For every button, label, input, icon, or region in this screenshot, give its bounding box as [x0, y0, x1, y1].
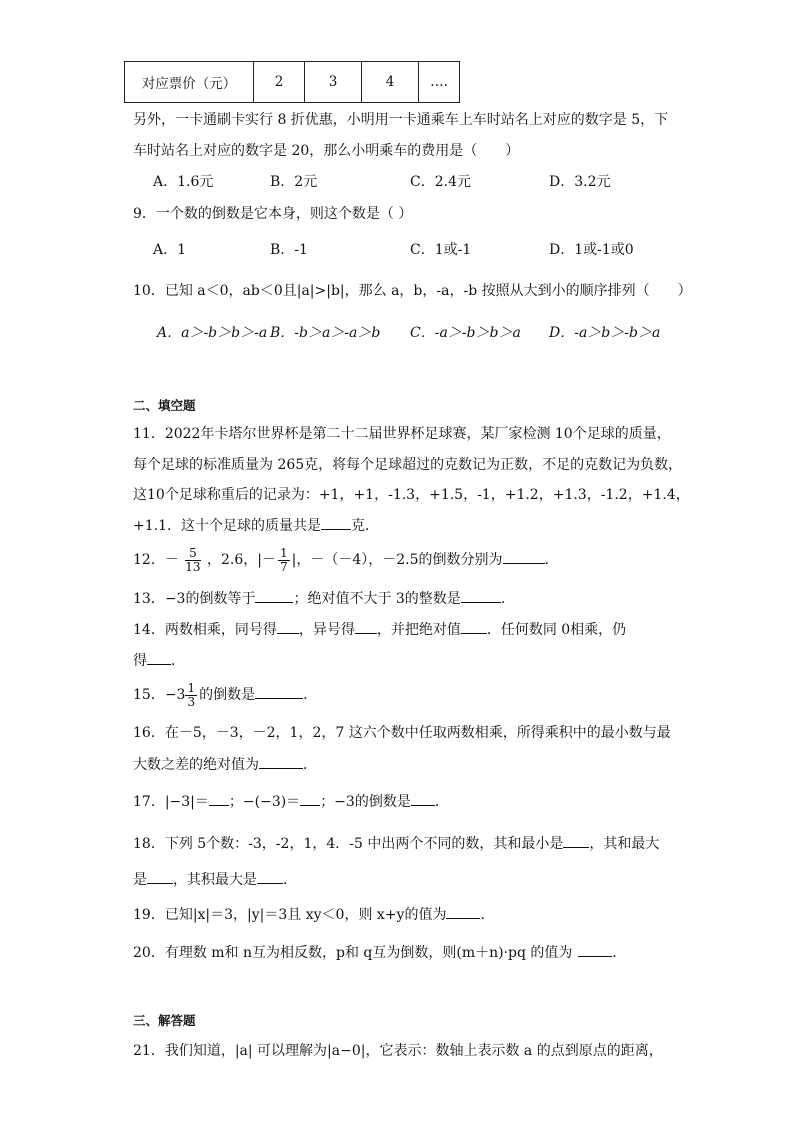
q12 [133, 545, 549, 575]
table-cell: 3 [305, 62, 362, 103]
q18-text: 18．下列 5个数：-3，-2，1，4．-5 中出两个不同的数，其和最小是 [133, 836, 564, 852]
q11-line3: 这10个足球称重后的记录为：+1，+1，-1.3，+1.5，-1，+1.2，+1.3，-1.2，+1.4， [133, 487, 690, 503]
q13-a: 13．−3的倒数等于 [133, 591, 256, 607]
table-row [125, 62, 460, 103]
answer-blank[interactable] [321, 515, 351, 530]
q9-stem: 9．一个数的倒数是它本身，则这个数是（ ） [133, 206, 413, 222]
q8-option-b: B．2元 [270, 174, 318, 190]
q15 [133, 680, 317, 710]
fraction-denominator: 7 [280, 559, 288, 574]
answer-blank[interactable] [147, 650, 171, 665]
q15-suffix: 的倒数是 [199, 687, 256, 703]
answer-blank[interactable] [355, 619, 377, 634]
q13-c: . [500, 591, 506, 607]
q10-option-a: A．a＞-b＞b＞-a [157, 325, 268, 341]
q9-option-b: B．-1 [270, 242, 308, 258]
q9-option-a: A．1 [153, 242, 187, 258]
q16-line1: 16．在－5，－3，－2，1，2，7 这六个数中任取两数相乘，所得乘积中的最小数与最 [133, 725, 671, 741]
q14-a: 14．两数相乘，同号得 [133, 622, 277, 638]
q18-c: ． [283, 872, 297, 888]
q9-option-d: D．1或-1或0 [549, 242, 634, 258]
q18-line2 [133, 869, 297, 890]
q15-end: ． [303, 687, 318, 703]
q19-text: 19．已知|x|＝3，|y|＝3且 xy＜0，则 x+y的值为 [133, 907, 447, 923]
answer-blank[interactable] [147, 869, 173, 884]
q16-text: 大数之差的绝对值为 [133, 757, 259, 773]
q10-stem: 10．已知 a＜0，ab＜0且|a|>|b|，那么 a，b，-a，-b 按照从大到小的顺序排列（ ） [133, 283, 692, 299]
answer-blank[interactable] [255, 588, 293, 603]
q18-line1 [133, 833, 659, 854]
q17-a: 17．|−3|＝ [133, 794, 209, 810]
q14-f: ． [171, 653, 185, 669]
fraction-numerator: 5 [185, 547, 200, 561]
q11-line2: 每个足球的标准质量为 265克，将每个足球超过的克数记为正数，不足的克数记为负数， [133, 457, 683, 473]
section-heading-fill-blank: 二、填空题 [133, 398, 196, 413]
q8-option-a: A．1.6元 [153, 174, 214, 190]
q10-option-b: B．-b＞a＞-a＞b [270, 325, 381, 341]
q20-end: ． [612, 945, 627, 961]
q12-suffix: |，－（－4），－2.5的倒数分别为 [291, 552, 503, 568]
q16-line2 [133, 754, 317, 775]
answer-blank[interactable] [300, 791, 320, 806]
fraction-numerator: 1 [187, 680, 196, 695]
q14-d: ．任何数同 0相乘，仍 [486, 622, 627, 638]
answer-blank[interactable] [461, 588, 501, 603]
table-cell: 2 [254, 62, 305, 103]
fraction-numerator: 1 [280, 545, 288, 560]
fare-table [124, 61, 460, 103]
q16-end: ． [303, 757, 317, 773]
q17-d: ． [434, 794, 449, 810]
fraction-1-7 [278, 547, 290, 574]
answer-blank[interactable] [503, 549, 545, 564]
fraction-5-13 [185, 547, 200, 574]
q19 [133, 904, 494, 925]
q20 [133, 942, 626, 963]
answer-blank[interactable] [277, 619, 299, 634]
q17-c: ；−3的倒数是 [320, 794, 411, 810]
table-cell-label: 对应票价（元） [125, 62, 254, 103]
answer-blank[interactable] [209, 791, 229, 806]
q8-option-d: D．3.2元 [549, 174, 611, 190]
q12-prefix: 12．－ [133, 552, 179, 568]
q8-line2: 车时站名上对应的数字是 20，那么小明乘车的费用是（ ） [133, 143, 520, 159]
answer-blank[interactable] [446, 904, 480, 919]
q20-text: 20．有理数 m和 n互为相反数，p和 q互为倒数，则(m＋n)·pq 的值为 [133, 945, 573, 961]
answer-blank[interactable] [563, 833, 589, 848]
q10-option-d: D．-a＞b＞-b＞a [549, 325, 661, 341]
q11-end: 克． [351, 518, 379, 534]
q14-line1 [133, 619, 626, 640]
q12-end: . [544, 552, 549, 568]
q17-b: ；−(−3)＝ [228, 794, 301, 810]
q18-line1-end: ，其和最大 [589, 836, 660, 852]
answer-blank[interactable] [257, 869, 283, 884]
table-cell: 4 [362, 62, 419, 103]
q19-end: ． [480, 907, 495, 923]
q21-line1: 21．我们知道，|a| 可以理解为|a−0|，它表示：数轴上表示数 a 的点到原点的距离， [133, 1043, 663, 1059]
table-cell: …. [419, 62, 460, 103]
answer-blank[interactable] [461, 619, 487, 634]
q11-line4 [133, 515, 379, 536]
fraction-denominator: 13 [185, 559, 201, 574]
fraction-denominator: 3 [187, 694, 196, 709]
q12-mid: ，2.6，|－ [207, 552, 276, 568]
answer-blank[interactable] [578, 942, 612, 957]
answer-blank[interactable] [255, 684, 303, 699]
section-heading-solve: 三、解答题 [133, 1013, 196, 1028]
q18-a: 是 [133, 872, 147, 888]
q13-b: ；绝对值不大于 3的整数是 [293, 591, 461, 607]
q17 [133, 791, 449, 812]
q10-option-c: C．-a＞-b＞b＞a [410, 325, 521, 341]
q14-e: 得 [133, 653, 147, 669]
q14-c: ，并把绝对值 [376, 622, 461, 638]
q14-b: ，异号得 [298, 622, 355, 638]
q11-text: +1.1．这十个足球的质量共是 [133, 518, 321, 534]
fraction-1-3 [185, 682, 197, 709]
q11-line1: 11．2022年卡塔尔世界杯是第二十二届世界杯足球赛，某厂家检测 10个足球的质量， [133, 426, 671, 442]
q13 [133, 588, 505, 609]
answer-blank[interactable] [411, 791, 435, 806]
q14-line2 [133, 650, 185, 671]
q15-prefix: 15．−3 [133, 687, 186, 703]
answer-blank[interactable] [259, 754, 303, 769]
q18-b: ，其积最大是 [173, 872, 257, 888]
q8-line1: 另外，一卡通刷卡实行 8 折优惠，小明用一卡通乘车上车时站名上对应的数字是 5，下 [133, 112, 669, 128]
q9-option-c: C．1或-1 [410, 242, 472, 258]
q8-option-c: C．2.4元 [410, 174, 471, 190]
